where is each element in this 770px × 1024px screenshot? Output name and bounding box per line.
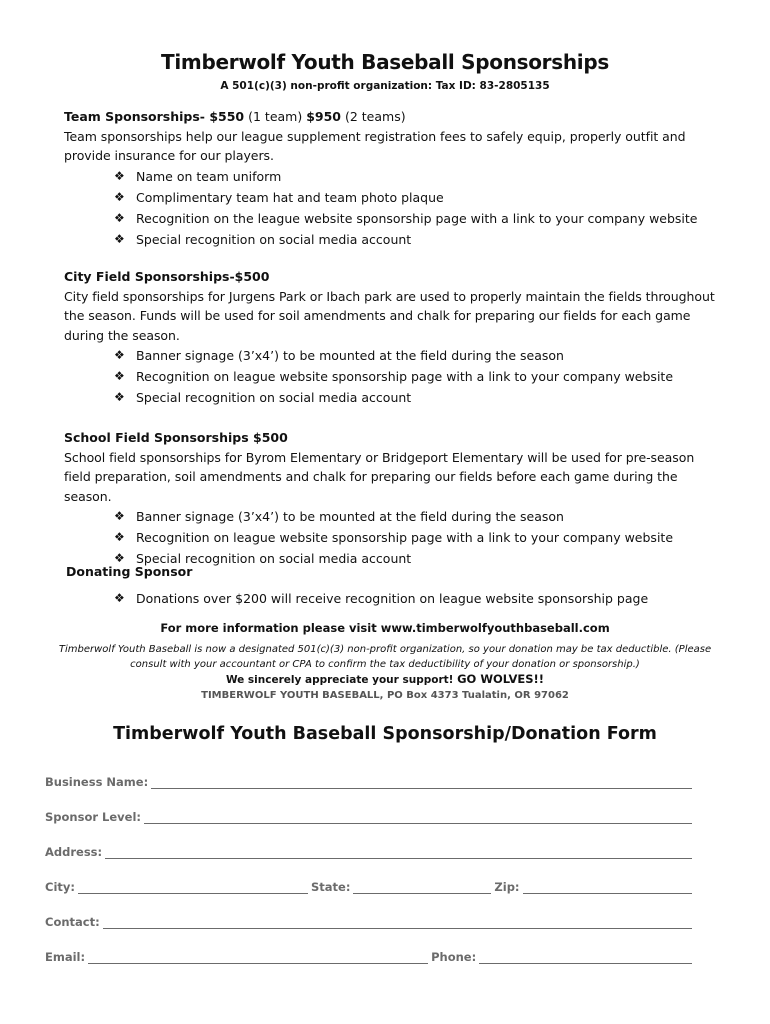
school-field-description: School field sponsorships for Byrom Elementary or Bridgeport Elementary will be used for pre-season field preparation, soil amendments and chalk for preparing our fields before each game during the season. bbox=[64, 449, 695, 504]
bullet-diamond-icon: ❖ bbox=[114, 210, 125, 225]
tax-id-subtitle: A 501(c)(3) non-profit organization: Tax ID: 83-2805135 bbox=[220, 80, 550, 92]
team-sponsorships-section bbox=[64, 107, 724, 250]
team-count-1: (1 team) bbox=[244, 109, 307, 124]
donating-sponsor-section bbox=[66, 562, 726, 609]
team-price-1: Team Sponsorships- $550 bbox=[64, 109, 245, 124]
sponsor-level-row bbox=[45, 810, 695, 824]
address-label: Address: bbox=[45, 845, 103, 859]
list-item-text: Banner signage (3’x4’) to be mounted at the field during the season bbox=[136, 509, 564, 524]
bullet-diamond-icon: ❖ bbox=[114, 168, 125, 183]
bullet-diamond-icon: ❖ bbox=[114, 551, 125, 565]
school-field-section bbox=[64, 428, 724, 569]
team-sponsorships-description: Team sponsorships help our league supplement registration fees to safely equip, properly outfit and provide insurance for our players. bbox=[64, 128, 686, 163]
appreciation-text: We sincerely appreciate your support! bbox=[225, 674, 458, 686]
sponsor-level-field[interactable] bbox=[144, 812, 692, 824]
list-item bbox=[114, 527, 724, 548]
list-item bbox=[114, 588, 726, 609]
go-wolves-text: GO WOLVES!! bbox=[457, 672, 545, 686]
list-item-text: Donations over $200 will receive recognition on league website sponsorship page bbox=[136, 590, 649, 606]
list-item-text: Special recognition on social media account bbox=[136, 231, 412, 247]
address-field[interactable] bbox=[105, 847, 692, 859]
email-field[interactable] bbox=[88, 952, 428, 964]
team-sponsorships-heading bbox=[64, 107, 724, 127]
tax-disclaimer: Timberwolf Youth Baseball is now a designated 501(c)(3) non-profit organization, so your donation may be tax deductible. (Please consult with your accountant or CPA to confirm the tax deductibility of your donation or sponsorship.) bbox=[58, 644, 712, 670]
team-price-2: $950 bbox=[306, 109, 341, 124]
contact-row bbox=[45, 915, 695, 929]
list-item bbox=[114, 208, 724, 229]
city-benefits-list bbox=[64, 345, 724, 408]
city-field-section bbox=[64, 267, 724, 408]
contact-field[interactable] bbox=[103, 917, 692, 929]
list-item bbox=[114, 166, 724, 187]
list-item-text: Recognition on the league website sponsorship page with a link to your company website bbox=[136, 210, 698, 226]
contact-label: Contact: bbox=[45, 915, 100, 929]
mailing-address: TIMBERWOLF YOUTH BASEBALL, PO Box 4373 Tualatin, OR 97062 bbox=[201, 690, 569, 701]
bullet-diamond-icon: ❖ bbox=[114, 348, 125, 362]
school-field-heading: School Field Sponsorships $500 bbox=[64, 430, 288, 445]
email-label: Email: bbox=[45, 950, 86, 964]
bullet-diamond-icon: ❖ bbox=[114, 189, 125, 204]
bullet-diamond-icon: ❖ bbox=[114, 369, 125, 383]
zip-label: Zip: bbox=[494, 880, 520, 894]
bullet-diamond-icon: ❖ bbox=[114, 390, 125, 404]
business-name-field[interactable] bbox=[151, 777, 692, 789]
list-item-text: Recognition on league website sponsorship page with a link to your company website bbox=[136, 530, 674, 545]
state-label: State: bbox=[310, 880, 351, 894]
list-item bbox=[114, 187, 724, 208]
list-item bbox=[114, 387, 724, 408]
list-item bbox=[114, 229, 724, 250]
state-field[interactable] bbox=[353, 882, 491, 894]
list-item-text: Special recognition on social media account bbox=[136, 390, 412, 405]
team-benefits-list bbox=[64, 166, 724, 250]
appreciation-line bbox=[30, 672, 740, 686]
school-benefits-list bbox=[64, 506, 724, 569]
bullet-diamond-icon: ❖ bbox=[114, 530, 125, 544]
business-name-label: Business Name: bbox=[45, 775, 149, 789]
sponsor-level-label: Sponsor Level: bbox=[45, 810, 141, 824]
email-phone-row bbox=[45, 950, 695, 964]
donating-benefits-list bbox=[66, 588, 726, 609]
phone-label: Phone: bbox=[431, 950, 477, 964]
list-item bbox=[114, 506, 724, 527]
address-row bbox=[45, 845, 695, 859]
more-info-line: For more information please visit www.timberwolfyouthbaseball.com bbox=[160, 621, 610, 635]
city-field-description: City field sponsorships for Jurgens Park or Ibach park are used to properly maintain the fields throughout the season. Funds will be used for soil amendments and chalk for preparing our fields for each game during the season. bbox=[64, 288, 715, 343]
list-item-text: Recognition on league website sponsorship page with a link to your company website bbox=[136, 369, 674, 384]
list-item-text: Special recognition on social media account bbox=[136, 551, 412, 566]
phone-field[interactable] bbox=[479, 952, 692, 964]
team-count-2: (2 teams) bbox=[341, 109, 406, 124]
city-field-heading: City Field Sponsorships-$500 bbox=[64, 269, 270, 284]
list-item-text: Name on team uniform bbox=[136, 168, 282, 184]
bullet-diamond-icon: ❖ bbox=[114, 231, 125, 246]
city-field[interactable] bbox=[78, 882, 308, 894]
city-state-zip-row bbox=[45, 880, 695, 894]
list-item-text: Banner signage (3’x4’) to be mounted at the field during the season bbox=[136, 348, 564, 363]
page-title: Timberwolf Youth Baseball Sponsorships bbox=[161, 50, 609, 74]
bullet-diamond-icon: ❖ bbox=[114, 509, 125, 523]
list-item bbox=[114, 366, 724, 387]
donating-sponsor-heading: Donating Sponsor bbox=[66, 564, 193, 579]
zip-field[interactable] bbox=[523, 882, 692, 894]
list-item-text: Complimentary team hat and team photo plaque bbox=[136, 189, 444, 205]
business-name-row bbox=[45, 775, 695, 789]
list-item bbox=[114, 345, 724, 366]
city-label: City: bbox=[45, 880, 75, 894]
bullet-diamond-icon: ❖ bbox=[114, 590, 125, 605]
form-title: Timberwolf Youth Baseball Sponsorship/Donation Form bbox=[113, 724, 657, 744]
